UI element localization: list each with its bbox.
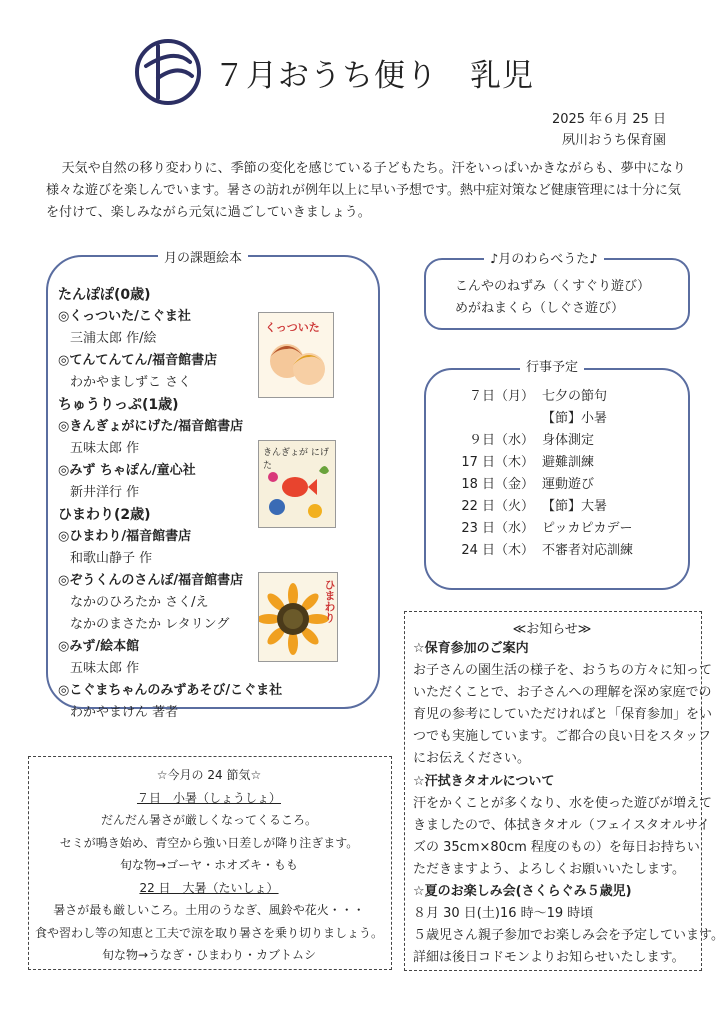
notice-text: 育児の参考にしていただければと「保育参加」をい: [413, 707, 713, 723]
event-name: 避難訓練: [542, 455, 595, 470]
picture-book-list: [58, 284, 283, 724]
notice-text: ８月 30 日(土)16 時～19 時頃: [413, 906, 594, 922]
event-row: [448, 408, 678, 430]
notice-subheading: ☆夏のお楽しみ会(さくらぐみ５歳児): [413, 884, 632, 900]
solar-term-text: [28, 922, 390, 945]
solar-term-text: [28, 854, 390, 877]
notice-text: ただきますよう、よろしくお願いいたします。: [413, 861, 685, 877]
event-row: [448, 430, 678, 452]
book-title: ◎きんぎょがにげた/福音館書店: [58, 419, 244, 434]
age-group-heading: ひまわり(2歳): [58, 507, 151, 523]
solar-term-text: [28, 944, 390, 967]
solar-term-heading: [28, 787, 390, 810]
event-date: 23 日（水）: [461, 521, 534, 536]
event-row: [448, 474, 678, 496]
event-row: [448, 518, 678, 540]
book-author: 五味太郎 作: [70, 661, 140, 676]
event-row: [448, 386, 678, 408]
book-author: 新井洋行 作: [70, 485, 140, 500]
book-author: なかのまさたか レタリング: [70, 617, 230, 632]
book-title: ◎みず ちゃぽん/童心社: [58, 463, 196, 478]
solar-term-line: 暑さが最も厳しいころ。土用のうなぎ、風鈴や花火・・・: [53, 903, 365, 917]
event-date: 24 日（木）: [461, 543, 534, 558]
event-list: [448, 386, 678, 562]
book-title: ◎ひまわり/福音館書店: [58, 529, 192, 544]
book-cover-himawari: [258, 572, 338, 662]
event-date: 17 日（木）: [461, 455, 534, 470]
book-cover-kingyo: [258, 440, 336, 528]
book-author: 三浦太郎 作/絵: [70, 331, 157, 346]
cover2-title: きんぎょが にげた: [263, 448, 329, 471]
solar-terms-body: [28, 764, 390, 967]
song-item: めがねまくら（しぐさ遊び）: [455, 301, 625, 316]
book-title: ◎みず/絵本館: [58, 639, 140, 654]
solar-term-text: [28, 809, 390, 832]
solar-term-line: 食や習わし等の知恵と工夫で涼を取り暑さを乗り切りましょう。: [34, 925, 383, 940]
school-logo: [134, 38, 202, 106]
song-item: こんやのねずみ（くすぐり遊び）: [455, 279, 651, 294]
event-schedule-heading: 行事予定: [520, 356, 584, 375]
warabe-song-list: [455, 276, 650, 320]
notice-body: [413, 638, 724, 969]
notice-subheading: ☆保育参加のご案内: [413, 641, 529, 656]
warabe-song-heading: ♪月のわらべうた♪: [484, 248, 604, 267]
solar-term-name: 22 日 大暑（たいしょ）: [139, 880, 279, 895]
book-author: 五味太郎 作: [70, 441, 140, 456]
solar-term-name: ７日 小暑（しょうしょ）: [136, 790, 281, 805]
event-name: 運動遊び: [542, 477, 595, 492]
book-title: ◎くっついた/こぐま社: [58, 309, 191, 324]
notice-heading: ≪お知らせ≫: [512, 622, 592, 637]
event-name: 不審者対応訓練: [542, 543, 634, 558]
book-author: 和歌山静子 作: [70, 551, 153, 566]
notice-text: ５歳児さん親子参加でお楽しみ会を予定しています。: [413, 928, 724, 944]
event-date: [448, 408, 542, 430]
cover1-title: くっついた: [265, 321, 320, 334]
solar-term-line: だんだん暑さが厳しくなってくるころ。: [100, 813, 317, 827]
event-row: [448, 452, 678, 474]
cover3-title: ひまわり: [323, 579, 336, 623]
notice-text: お子さんの園生活の様子を、おうちの方々に知って: [413, 663, 713, 679]
book-author: なかのひろたか さく/え: [70, 595, 209, 610]
book-title: ◎こぐまちゃんのみずあそび/こぐま社: [58, 683, 283, 698]
notice-text: 汗をかくことが多くなり、水を使った遊びが増えて: [413, 795, 713, 811]
notice-text: にお伝えください。: [413, 751, 531, 767]
school-name: 夙川おうち保育園: [561, 133, 666, 148]
solar-term-line: セミが鳴き始め、青空から強い日差しが降り注ぎます。: [59, 835, 359, 850]
solar-term-text: [28, 832, 390, 855]
picture-book-heading: 月の課題絵本: [158, 247, 248, 266]
age-group-heading: ちゅうりっぷ(1歳): [58, 397, 179, 413]
page-title: ７月おうち便り 乳児: [214, 58, 534, 94]
notice-text: いただくことで、お子さんへの理解を深め家庭での: [413, 685, 712, 701]
event-date: 18 日（金）: [461, 477, 534, 492]
book-author: わかやまけん 著者: [70, 705, 179, 720]
intro-paragraph: 天気や自然の移り変わりに、季節の変化を感じている子どもたち。汗をいっぱいかきながらも、夢中になり様々な遊びを楽しんでいます。暑さの訪れが例年以上に早い予想です。熱中症対策など健康管理には十分に気を付けて、楽しみながら元気に過ごしていきましょう。: [46, 161, 686, 220]
notice-text: ズの 35cm×80cm 程度のもの）を毎日お持ちい: [413, 839, 700, 855]
event-name: ピッカピカデー: [542, 521, 633, 536]
event-name: 七夕の節句: [542, 389, 608, 404]
event-name: 【節】小暑: [542, 411, 608, 426]
event-row: [448, 496, 678, 518]
notice-text: 詳細は後日コドモンよりお知らせいたします。: [413, 950, 685, 966]
age-group-heading: たんぽぽ(0歳): [58, 287, 151, 303]
event-date: ９日（水）: [468, 433, 534, 448]
solar-terms-heading: ☆今月の 24 節気☆: [156, 768, 262, 782]
solar-term-heading: [28, 877, 390, 900]
notice-subheading: ☆汗拭きタオルについて: [413, 773, 555, 789]
event-row: [448, 540, 678, 562]
event-name: 【節】大暑: [542, 499, 608, 514]
notice-text: きましたので、体拭きタオル（フェイスタオルサイ: [413, 817, 711, 833]
event-name: 身体測定: [542, 433, 595, 448]
book-author: わかやましずこ さく: [70, 375, 192, 390]
book-title: ◎てんてんてん/福音館書店: [58, 353, 218, 368]
solar-term-line: 旬な物→うなぎ・ひまわり・カブトムシ: [101, 948, 317, 962]
book-title: ◎ぞうくんのさんぽ/福音館書店: [58, 573, 244, 588]
solar-term-line: 旬な物→ゴーヤ・ホオズキ・もも: [120, 858, 298, 872]
event-date: 22 日（火）: [461, 499, 534, 514]
book-cover-kuttsuita: [258, 312, 334, 398]
issue-date: 2025 年６月 25 日: [551, 112, 666, 127]
solar-term-text: [28, 899, 390, 922]
notice-text: つでも実施しています。ご都合の良い日をスタッフ: [413, 729, 711, 745]
event-date: ７日（月）: [468, 389, 534, 404]
